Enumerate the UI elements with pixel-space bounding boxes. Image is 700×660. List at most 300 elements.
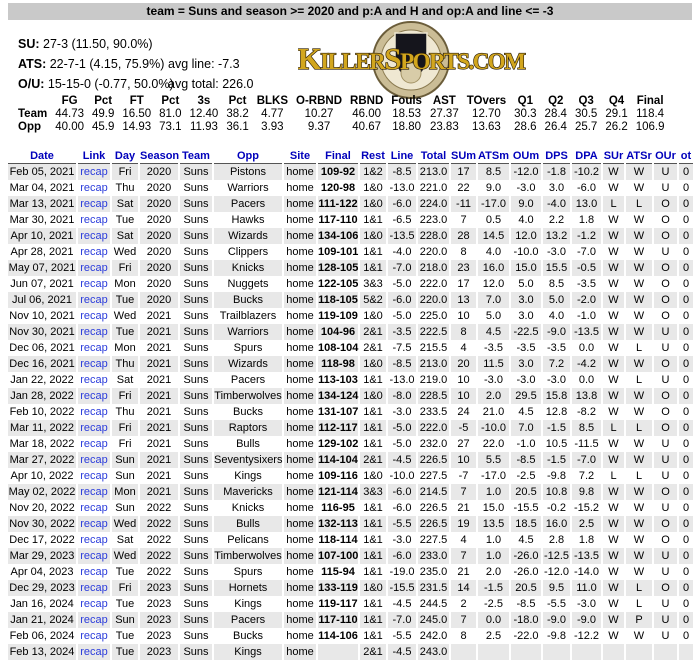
cell-dps: 12.8 bbox=[545, 406, 568, 418]
cell-sur: W bbox=[608, 246, 619, 258]
cell-total: 223.0 bbox=[419, 214, 448, 226]
cell-dps: -3.0 bbox=[547, 374, 566, 386]
cell-rest: 2&1 bbox=[360, 644, 386, 660]
games-col-atsr: ATSr bbox=[626, 148, 652, 164]
cell-atsr: W bbox=[633, 182, 645, 194]
cell-opp: Bulls bbox=[214, 516, 282, 532]
cell-final: 112-117 bbox=[318, 422, 358, 434]
recap-link[interactable]: recap bbox=[80, 182, 108, 194]
recap-link[interactable]: recap bbox=[80, 454, 108, 466]
cell-dpa: 1.8 bbox=[578, 214, 595, 226]
cell-day: Tue bbox=[112, 292, 138, 308]
cell-date: Dec 17, 2022 bbox=[9, 534, 75, 546]
cell-total: 226.5 bbox=[419, 454, 448, 466]
cell-total: 243.0 bbox=[419, 646, 448, 658]
game-row bbox=[8, 644, 693, 660]
cell-total: 245.0 bbox=[419, 614, 448, 626]
stats-value: 3.93 bbox=[261, 121, 284, 133]
recap-link[interactable]: recap bbox=[80, 342, 108, 354]
cell-team: Suns bbox=[183, 534, 209, 546]
cell-link bbox=[78, 548, 110, 564]
games-col-atsm: ATSm bbox=[478, 148, 509, 164]
game-row bbox=[8, 452, 693, 468]
cell-dpa: 2.5 bbox=[572, 516, 601, 532]
game-row bbox=[8, 596, 693, 612]
recap-link[interactable]: recap bbox=[80, 566, 108, 578]
cell-oum: 9.0 bbox=[511, 196, 541, 212]
cell-atsr: W bbox=[626, 228, 652, 244]
recap-link[interactable]: recap bbox=[80, 278, 108, 290]
cell-atsr: W bbox=[633, 310, 645, 322]
cell-season: 2023 bbox=[146, 630, 172, 642]
cell-final: 120-98 bbox=[320, 182, 356, 194]
cell-dpa: 0.0 bbox=[578, 374, 595, 386]
recap-link[interactable]: recap bbox=[80, 614, 108, 626]
cell-link bbox=[78, 628, 110, 644]
cell-dpa: -3.0 bbox=[577, 598, 596, 610]
cell-dps: -12.0 bbox=[543, 566, 570, 578]
cell-sum: -5 bbox=[451, 420, 476, 436]
cell-dpa: 13.0 bbox=[572, 196, 601, 212]
stats-table-header bbox=[12, 95, 669, 108]
recap-link[interactable]: recap bbox=[80, 230, 108, 242]
cell-day: Mon bbox=[112, 484, 138, 500]
cell-site: home bbox=[286, 566, 314, 578]
cell-date: Mar 13, 2021 bbox=[9, 198, 75, 210]
cell-link bbox=[78, 308, 110, 324]
stats-row-label: Opp bbox=[18, 121, 41, 133]
cell-team: Suns bbox=[180, 388, 212, 404]
cell-final: 132-113 bbox=[318, 518, 358, 530]
recap-link[interactable]: recap bbox=[80, 214, 108, 226]
cell-our: O bbox=[661, 534, 670, 546]
cell-line: -4.5 bbox=[392, 598, 412, 610]
recap-link[interactable]: recap bbox=[80, 438, 108, 450]
ats-label: ATS: bbox=[18, 57, 47, 71]
cell-sur: L bbox=[610, 470, 617, 482]
stats-value: 16.50 bbox=[122, 108, 152, 120]
cell-our: O bbox=[654, 260, 677, 276]
cell-link bbox=[78, 356, 110, 372]
cell-ot: 0 bbox=[682, 502, 690, 514]
cell-dpa: -4.2 bbox=[572, 356, 601, 372]
cell-site: home bbox=[286, 406, 314, 418]
cell-season: 2023 bbox=[140, 580, 178, 596]
game-row bbox=[8, 436, 693, 452]
cell-sum: 7 bbox=[451, 548, 476, 564]
logo-text: KILLERSPORTS.COM bbox=[298, 41, 525, 76]
cell-final: 115-94 bbox=[321, 566, 355, 578]
cell-total: 225.0 bbox=[419, 310, 448, 322]
cell-oum: 20.5 bbox=[511, 580, 541, 596]
cell-ot: 0 bbox=[682, 630, 690, 642]
cell-atsr: W bbox=[626, 516, 652, 532]
cell-atsm: 8.5 bbox=[478, 164, 509, 180]
cell-date: Jul 06, 2021 bbox=[8, 292, 76, 308]
cell-rest: 1&1 bbox=[363, 534, 383, 546]
game-row bbox=[8, 324, 693, 340]
game-row bbox=[8, 612, 693, 628]
cell-season: 2021 bbox=[140, 388, 178, 404]
stats-corner bbox=[12, 95, 51, 108]
games-col-link: Link bbox=[78, 148, 110, 164]
cell-team: Suns bbox=[180, 324, 212, 340]
cell-team: Suns bbox=[183, 374, 209, 386]
cell-oum: 3.0 bbox=[511, 356, 541, 372]
cell-our: U bbox=[661, 598, 670, 610]
cell-oum: 3.0 bbox=[518, 310, 534, 322]
cell-date: Mar 04, 2021 bbox=[9, 182, 75, 194]
cell-sur: W bbox=[608, 214, 619, 226]
game-row bbox=[8, 532, 693, 548]
cell-season: 2020 bbox=[140, 292, 178, 308]
cell-atsm: -17.0 bbox=[478, 196, 509, 212]
recap-link[interactable]: recap bbox=[80, 582, 108, 594]
cell-opp: Trailblazers bbox=[219, 310, 277, 322]
stats-value: 81.0 bbox=[159, 108, 182, 120]
cell-final: 114-104 bbox=[318, 454, 358, 466]
cell-sum: 20 bbox=[451, 356, 476, 372]
cell-site: home bbox=[284, 388, 316, 404]
stats-col-pct: Pct bbox=[228, 95, 247, 107]
cell-final: 118-114 bbox=[318, 534, 358, 546]
cell-day: Wed bbox=[113, 310, 137, 322]
ou-record-row bbox=[18, 74, 253, 94]
cell-oum: -26.0 bbox=[511, 548, 541, 564]
cell-dpa: 7.2 bbox=[578, 470, 595, 482]
cell-atsm: 15.0 bbox=[482, 502, 505, 514]
cell-line: -3.0 bbox=[392, 534, 412, 546]
recap-link[interactable]: recap bbox=[80, 630, 108, 642]
cell-opp: Bucks bbox=[233, 406, 263, 418]
cell-sum: 4 bbox=[460, 342, 467, 354]
cell-line: -13.0 bbox=[389, 374, 415, 386]
recap-link[interactable]: recap bbox=[80, 550, 108, 562]
cell-atsr: L bbox=[635, 470, 643, 482]
cell-opp: Pistons bbox=[214, 164, 282, 180]
stats-value: 9.37 bbox=[307, 121, 331, 133]
stats-value: 18.53 bbox=[392, 108, 421, 120]
cell-season: 2020 bbox=[146, 214, 172, 226]
cell-atsm: -3.5 bbox=[484, 342, 503, 354]
cell-date: Feb 10, 2022 bbox=[9, 406, 75, 418]
cell-line: -5.0 bbox=[392, 438, 412, 450]
cell-dpa: 13.8 bbox=[572, 388, 601, 404]
cell-day: Sun bbox=[112, 452, 138, 468]
recap-link[interactable]: recap bbox=[80, 518, 108, 530]
cell-ot: 0 bbox=[682, 438, 690, 450]
cell-team: Suns bbox=[180, 484, 212, 500]
cell-sur: W bbox=[608, 278, 619, 290]
cell-rest: 1&1 bbox=[363, 246, 383, 258]
stats-value: 18.80 bbox=[392, 121, 421, 133]
games-table-body bbox=[8, 164, 693, 660]
cell-sur: W bbox=[603, 580, 624, 596]
cell-final: 109-116 bbox=[318, 470, 358, 482]
games-col-total: Total bbox=[418, 148, 449, 164]
recap-link[interactable]: recap bbox=[80, 246, 108, 258]
cell-total: 235.0 bbox=[419, 566, 448, 578]
cell-atsm: 0.0 bbox=[478, 612, 509, 628]
cell-site: home bbox=[284, 644, 316, 660]
cell-site: home bbox=[284, 260, 316, 276]
cell-sum: 10 bbox=[457, 310, 470, 322]
cell-link bbox=[78, 500, 110, 516]
cell-site: home bbox=[284, 228, 316, 244]
cell-sur: W bbox=[603, 612, 624, 628]
cell-sur: W bbox=[608, 374, 619, 386]
recap-link[interactable]: recap bbox=[80, 502, 108, 514]
cell-our: O bbox=[654, 292, 677, 308]
recap-link[interactable]: recap bbox=[80, 198, 108, 210]
cell-opp: Mavericks bbox=[214, 484, 282, 500]
cell-team: Suns bbox=[180, 356, 212, 372]
recap-link[interactable]: recap bbox=[80, 294, 108, 306]
cell-oum: 4.5 bbox=[518, 534, 534, 546]
cell-our: U bbox=[661, 246, 670, 258]
cell-oum: -10.0 bbox=[513, 246, 539, 258]
stats-value: 13.63 bbox=[472, 121, 501, 133]
stats-value: 30.3 bbox=[514, 108, 537, 120]
cell-oum: 3.0 bbox=[511, 292, 541, 308]
cell-opp: Wizards bbox=[214, 228, 282, 244]
stats-value: 26.4 bbox=[544, 121, 567, 133]
cell-ot: 0 bbox=[682, 214, 690, 226]
cell-final: 114-106 bbox=[318, 630, 358, 642]
cell-line: -5.5 bbox=[392, 630, 412, 642]
cell-sur: L bbox=[603, 420, 624, 436]
cell-dpa: -7.0 bbox=[572, 452, 601, 468]
cell-atsm: 1.0 bbox=[485, 534, 502, 546]
cell-oum: -8.5 bbox=[511, 452, 541, 468]
recap-link[interactable]: recap bbox=[80, 310, 108, 322]
cell-rest: 2&1 bbox=[363, 342, 383, 354]
games-col-season: Season bbox=[140, 148, 178, 164]
cell-total: 222.5 bbox=[419, 326, 448, 338]
recap-link[interactable]: recap bbox=[80, 598, 108, 610]
recap-link[interactable]: recap bbox=[80, 326, 108, 338]
cell-dpa: -12.2 bbox=[573, 630, 600, 642]
cell-day: Mon bbox=[114, 342, 136, 354]
cell-date: Dec 16, 2021 bbox=[9, 358, 75, 370]
cell-link bbox=[78, 516, 110, 532]
cell-date: Feb 06, 2024 bbox=[9, 630, 75, 642]
cell-sur: L bbox=[603, 196, 624, 212]
cell-our: U bbox=[661, 342, 670, 354]
cell-atsr: W bbox=[633, 278, 645, 290]
stats-value: 45.9 bbox=[91, 121, 115, 133]
cell-dps: -9.8 bbox=[547, 470, 566, 482]
cell-link bbox=[78, 228, 110, 244]
cell-team: Suns bbox=[180, 164, 212, 180]
cell-atsm: -2.5 bbox=[484, 598, 503, 610]
recap-link[interactable]: recap bbox=[80, 374, 108, 386]
cell-oum: -3.5 bbox=[516, 342, 536, 354]
stats-value: 73.1 bbox=[159, 121, 182, 133]
cell-dps: -4.0 bbox=[543, 196, 570, 212]
cell-site: home bbox=[284, 324, 316, 340]
cell-line: -5.0 bbox=[392, 310, 412, 322]
cell-day: Fri bbox=[118, 438, 132, 450]
games-col-sur: SUr bbox=[603, 148, 624, 164]
cell-opp: Clippers bbox=[227, 246, 269, 258]
cell-final: 108-104 bbox=[318, 342, 359, 354]
game-row bbox=[8, 212, 693, 228]
cell-atsm: 2.5 bbox=[485, 630, 502, 642]
cell-final: 118-98 bbox=[318, 356, 358, 372]
stats-value: 38.2 bbox=[226, 108, 249, 120]
cell-atsm: 9.0 bbox=[485, 182, 502, 194]
cell-total: 226.5 bbox=[419, 502, 448, 514]
cell-atsr: P bbox=[626, 612, 652, 628]
cell-our: O bbox=[654, 228, 677, 244]
cell-date: Jan 22, 2022 bbox=[10, 374, 74, 386]
cell-team: Suns bbox=[183, 438, 209, 450]
su-value: 27-3 (11.50, 90.0%) bbox=[43, 37, 153, 51]
stats-row-opp bbox=[12, 121, 669, 134]
cell-link bbox=[78, 468, 110, 484]
games-table-header bbox=[8, 148, 693, 164]
games-col-sum: SUm bbox=[451, 148, 476, 164]
cell-sum: 7 bbox=[451, 484, 476, 500]
cell-site: home bbox=[286, 214, 314, 226]
cell-season: 2021 bbox=[146, 470, 172, 482]
cell-date: Jun 07, 2021 bbox=[10, 278, 74, 290]
cell-ot: 0 bbox=[679, 420, 693, 436]
cell-oum: -22.0 bbox=[513, 630, 539, 642]
cell-link bbox=[78, 340, 110, 356]
cell-link bbox=[78, 644, 110, 660]
recap-link[interactable]: recap bbox=[80, 358, 108, 370]
cell-rest: 5&2 bbox=[360, 292, 386, 308]
cell-dpa: -7.0 bbox=[577, 246, 596, 258]
stats-col-ast: AST bbox=[432, 95, 456, 107]
cell-date: Mar 29, 2023 bbox=[9, 550, 75, 562]
cell-link bbox=[78, 452, 110, 468]
cell-final: 133-119 bbox=[318, 582, 358, 594]
cell-sur: W bbox=[603, 548, 624, 564]
cell-opp: Kings bbox=[234, 598, 262, 610]
cell-link bbox=[78, 612, 110, 628]
cell-site: home bbox=[284, 452, 316, 468]
cell-link bbox=[78, 436, 110, 452]
cell-date: Mar 11, 2022 bbox=[9, 422, 74, 434]
cell-dpa: -10.2 bbox=[573, 166, 600, 178]
recap-link[interactable]: recap bbox=[80, 390, 108, 402]
cell-season: 2021 bbox=[146, 342, 172, 354]
cell-link bbox=[78, 484, 110, 500]
recap-link[interactable]: recap bbox=[80, 422, 108, 434]
cell-sum: 4 bbox=[460, 534, 467, 546]
cell-season: 2023 bbox=[140, 612, 178, 628]
cell-atsr: W bbox=[633, 406, 645, 418]
cell-sum: 10 bbox=[451, 452, 476, 468]
cell-team: Suns bbox=[180, 612, 212, 628]
stats-value: 12.40 bbox=[189, 108, 219, 120]
games-col-final: Final bbox=[318, 148, 358, 164]
cell-opp: Spurs bbox=[233, 342, 263, 354]
recap-link[interactable]: recap bbox=[80, 486, 108, 498]
cell-line: -7.0 bbox=[388, 612, 416, 628]
stats-value: 4.77 bbox=[261, 108, 284, 120]
cell-sur: W bbox=[608, 182, 619, 194]
cell-team: Suns bbox=[180, 196, 212, 212]
cell-team: Suns bbox=[180, 644, 212, 660]
games-col-oum: OUm bbox=[511, 148, 541, 164]
recap-link[interactable]: recap bbox=[80, 470, 108, 482]
cell-opp: Kings bbox=[214, 644, 282, 660]
cell-atsr bbox=[626, 644, 652, 660]
game-row bbox=[8, 516, 693, 532]
cell-total: 226.5 bbox=[419, 518, 448, 530]
cell-link bbox=[78, 196, 110, 212]
cell-date: Apr 28, 2021 bbox=[10, 246, 74, 258]
cell-day: Fri bbox=[112, 388, 138, 404]
cell-dps: 15.5 bbox=[543, 260, 570, 276]
cell-atsm: 0.5 bbox=[485, 214, 502, 226]
cell-dpa: -0.5 bbox=[572, 260, 601, 276]
cell-dpa: -2.0 bbox=[572, 292, 601, 308]
cell-day: Tue bbox=[112, 644, 138, 660]
cell-day: Sat bbox=[112, 196, 138, 212]
cell-dps: -5.5 bbox=[547, 598, 566, 610]
cell-team: Suns bbox=[183, 214, 209, 226]
killersports-logo bbox=[298, 20, 528, 100]
cell-team: Suns bbox=[183, 566, 209, 578]
cell-dps: 4.0 bbox=[548, 310, 565, 322]
stats-col-final: Final bbox=[636, 95, 664, 107]
cell-site: home bbox=[286, 438, 314, 450]
cell-final: 113-103 bbox=[318, 374, 358, 386]
cell-season: 2021 bbox=[140, 452, 178, 468]
game-row bbox=[8, 340, 693, 356]
cell-ot: 0 bbox=[682, 310, 690, 322]
cell-day: Sun bbox=[115, 502, 135, 514]
cell-line: -4.5 bbox=[388, 452, 416, 468]
cell-atsr: W bbox=[633, 630, 645, 642]
cell-ot: 0 bbox=[682, 342, 690, 354]
cell-line: -6.0 bbox=[388, 292, 416, 308]
cell-atsr: W bbox=[626, 292, 652, 308]
cell-line: -3.0 bbox=[392, 406, 412, 418]
recap-link[interactable]: recap bbox=[80, 262, 108, 274]
cell-atsm: 2.0 bbox=[485, 566, 502, 578]
recap-link[interactable]: recap bbox=[80, 406, 108, 418]
cell-oum: 18.5 bbox=[511, 516, 541, 532]
cell-atsm: -10.0 bbox=[478, 420, 509, 436]
cell-line: -13.0 bbox=[389, 182, 415, 194]
cell-opp: Pelicans bbox=[227, 534, 269, 546]
cell-team: Suns bbox=[183, 310, 209, 322]
cell-line: -8.5 bbox=[388, 164, 416, 180]
recap-link[interactable]: recap bbox=[80, 534, 108, 546]
cell-sur: W bbox=[603, 484, 624, 500]
cell-day: Wed bbox=[113, 246, 137, 258]
stats-col-fg: FG bbox=[61, 95, 78, 107]
cell-opp: Pacers bbox=[214, 612, 282, 628]
cell-opp: Knicks bbox=[231, 502, 265, 514]
stats-col-rbnd: RBND bbox=[350, 95, 384, 107]
games-col-opp: Opp bbox=[214, 148, 282, 164]
recap-link[interactable]: recap bbox=[80, 166, 108, 178]
recap-link[interactable]: recap bbox=[80, 646, 108, 658]
cell-line: -8.5 bbox=[388, 356, 416, 372]
cell-day: Sat bbox=[112, 228, 138, 244]
cell-atsr: L bbox=[626, 196, 652, 212]
game-row bbox=[8, 228, 693, 244]
cell-site: home bbox=[286, 182, 314, 194]
cell-oum: -26.0 bbox=[513, 566, 539, 578]
